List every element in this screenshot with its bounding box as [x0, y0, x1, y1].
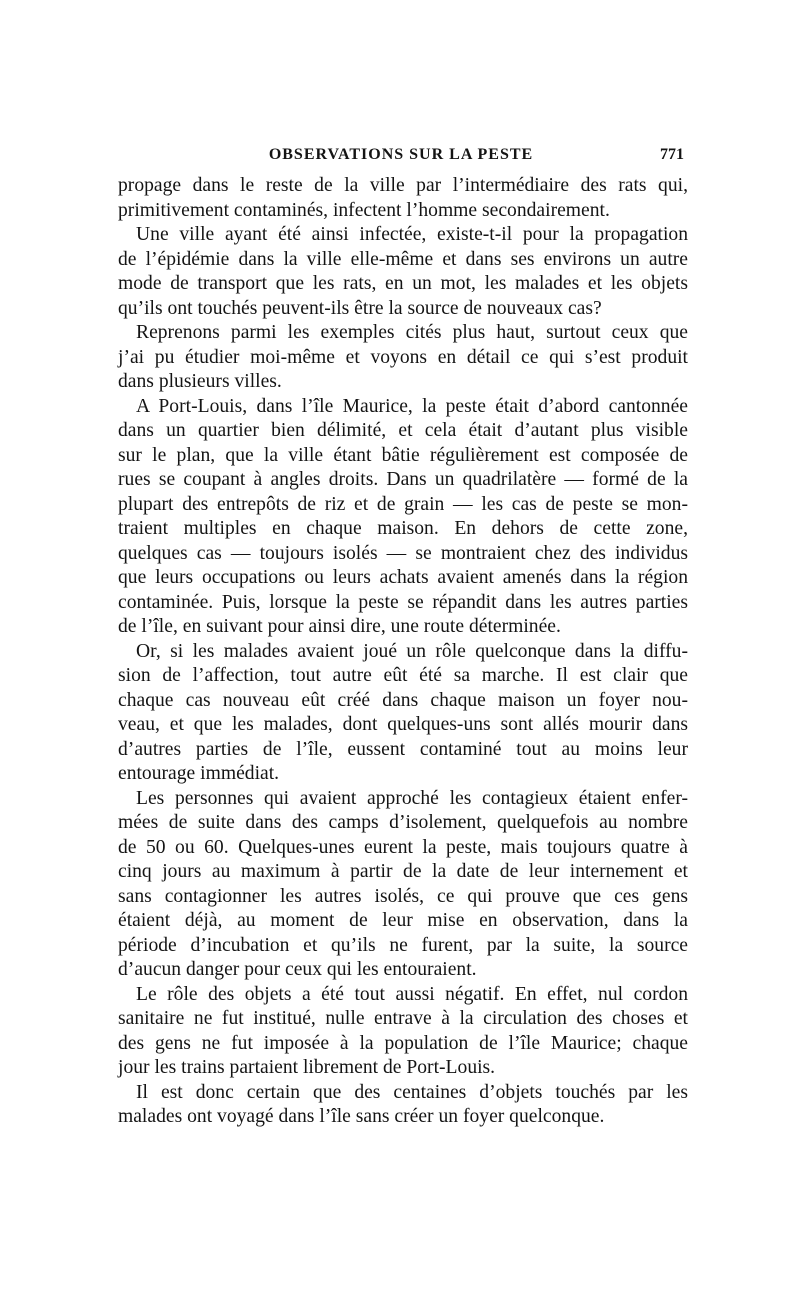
text-line: d’aucun danger pour ceux qui les entouraient.	[118, 959, 477, 980]
text-line: A Port-Louis, dans l’île Maurice, la peste était d’abord cantonnée	[136, 395, 688, 417]
text-line: plupart des entrepôts de riz et de grain — les cas de peste se mon-	[118, 493, 688, 515]
text-line: rues se coupant à angles droits. Dans un quadrilatère — formé de la	[118, 469, 688, 490]
text-line: période d’incubation et qu’ils ne furent, par la suite, la source	[118, 934, 688, 956]
paragraph	[118, 983, 688, 1081]
text-line: quelques cas — toujours isolés — se montraient chez des individus	[118, 542, 688, 564]
text-line: primitivement contaminés, infectent l’homme secondairement.	[118, 199, 610, 221]
text-line: traient multiples en chaque maison. En dehors de cette zone,	[118, 518, 688, 539]
text-line: que leurs occupations ou leurs achats avaient amenés dans la région	[118, 567, 688, 588]
text-line: mées de suite dans des camps d’isolement, quelquefois au nombre	[118, 812, 688, 833]
text-line: Reprenons parmi les exemples cités plus haut, surtout ceux que	[136, 322, 688, 343]
text-line: d’autres parties de l’île, eussent contaminé tout au moins leur	[118, 738, 688, 760]
text-line: cinq jours au maximum à partir de la date de leur internement et	[118, 861, 688, 882]
text-line: sur le plan, que la ville étant bâtie régulièrement est composée de	[118, 444, 688, 466]
text-line: propage dans le reste de la ville par l’intermédiaire des rats qui,	[118, 175, 688, 196]
text-line: étaient déjà, au moment de leur mise en observation, dans la	[118, 910, 688, 931]
text-line: sanitaire ne fut institué, nulle entrave à la circulation des choses et	[118, 1008, 688, 1029]
text-line: de l’épidémie dans la ville elle-même et dans ses environs un autre	[118, 248, 688, 270]
text-line: j’ai pu étudier moi-même et voyons en détail ce qui s’est produit	[118, 346, 688, 368]
paragraph	[118, 321, 688, 395]
paragraph	[118, 174, 688, 223]
paragraph	[118, 640, 688, 787]
text-line: contaminée. Puis, lorsque la peste se répandit dans les autres parties	[118, 591, 688, 613]
text-line: veau, et que les malades, dont quelques-uns sont allés mourir dans	[118, 714, 688, 735]
text-line: jour les trains partaient librement de Port-Louis.	[118, 1057, 496, 1078]
text-line: de l’île, en suivant pour ainsi dire, une route déterminée.	[118, 616, 561, 637]
paragraph	[118, 787, 688, 983]
text-line: malades ont voyagé dans l’île sans créer un foyer quelconque.	[118, 1106, 605, 1127]
paragraph	[118, 395, 688, 640]
text-line: Une ville ayant été ainsi infectée, existe-t-il pour la propagation	[136, 224, 688, 245]
running-title: OBSERVATIONS SUR LA PESTE	[268, 146, 534, 163]
body-text	[118, 174, 688, 1130]
page-number: 771	[660, 146, 684, 163]
text-line: mode de transport que les rats, en un mot, les malades et les objets	[118, 273, 688, 294]
text-line: dans un quartier bien délimité, et cela était d’autant plus visible	[118, 420, 688, 441]
text-line: sion de l’affection, tout autre eût été sa marche. Il est clair que	[118, 665, 688, 686]
text-line: Or, si les malades avaient joué un rôle quelconque dans la diffu-	[136, 640, 688, 662]
paragraph	[118, 223, 688, 321]
text-line: sans contagionner les autres isolés, ce qui prouve que ces gens	[118, 885, 688, 907]
paragraph	[118, 1081, 688, 1130]
text-line: Le rôle des objets a été tout aussi négatif. En effet, nul cordon	[136, 983, 688, 1005]
text-line: dans plusieurs villes.	[118, 371, 282, 392]
text-line: de 50 ou 60. Quelques-unes eurent la peste, mais toujours quatre à	[118, 836, 688, 858]
text-line: Il est donc certain que des centaines d’objets touchés par les	[136, 1081, 688, 1103]
text-line: chaque cas nouveau eût créé dans chaque maison un foyer nou-	[118, 689, 688, 711]
text-line: des gens ne fut imposée à la population de l’île Maurice; chaque	[118, 1032, 688, 1054]
text-line: qu’ils ont touchés peuvent-ils être la source de nouveaux cas?	[118, 297, 602, 319]
text-line: Les personnes qui avaient approché les contagieux étaient enfer-	[136, 787, 688, 809]
text-line: entourage immédiat.	[118, 763, 280, 784]
running-head	[118, 146, 684, 170]
